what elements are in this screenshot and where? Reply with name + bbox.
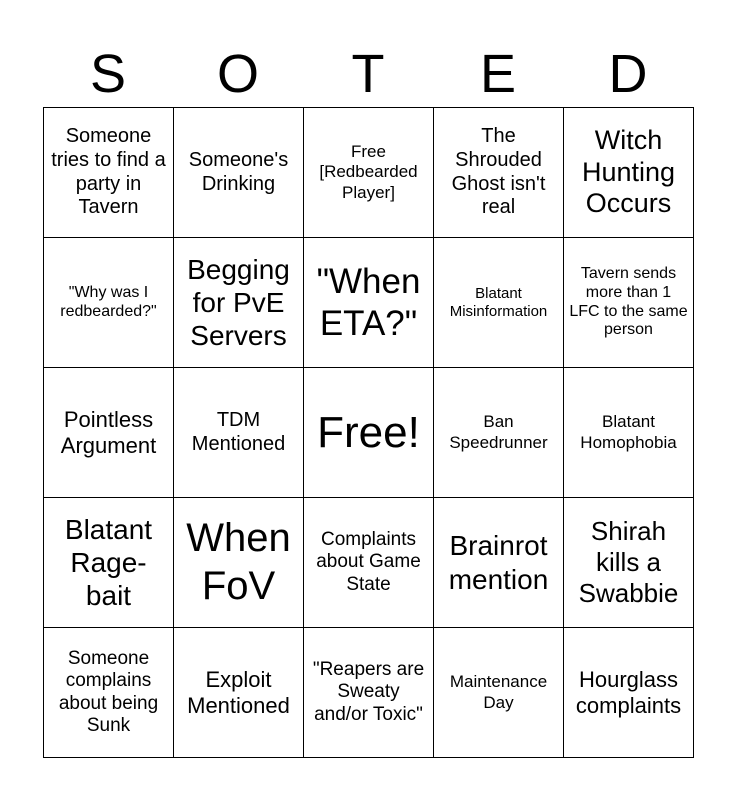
bingo-cell[interactable]: "When ETA?" [304, 238, 434, 368]
bingo-cell[interactable]: Free [Redbearded Player] [304, 108, 434, 238]
bingo-cell[interactable]: Ban Speedrunner [434, 368, 564, 498]
board-row-1 [44, 108, 694, 238]
bingo-cell[interactable]: Someone's Drinking [174, 108, 304, 238]
bingo-cell[interactable]: Blatant Homophobia [564, 368, 694, 498]
bingo-cell[interactable]: Hourglass complaints [564, 628, 694, 758]
bingo-cell[interactable]: "Why was I redbearded?" [44, 238, 174, 368]
header-letter-4: E [479, 44, 517, 104]
bingo-cell[interactable]: Blatant Misinformation [434, 238, 564, 368]
bingo-cell[interactable]: Tavern sends more than 1 LFC to the same person [564, 238, 694, 368]
bingo-cell[interactable]: Maintenance Day [434, 628, 564, 758]
header-letter-1: S [89, 44, 127, 104]
bingo-cell[interactable]: The Shrouded Ghost isn't real [434, 108, 564, 238]
bingo-cell[interactable]: Pointless Argument [44, 368, 174, 498]
board-row-2 [44, 238, 694, 368]
bingo-cell[interactable]: Exploit Mentioned [174, 628, 304, 758]
board-row-5 [44, 628, 694, 758]
board-row-4 [44, 498, 694, 628]
bingo-cell[interactable]: Blatant Rage-bait [44, 498, 174, 628]
bingo-cell[interactable]: "Reapers are Sweaty and/or Toxic" [304, 628, 434, 758]
bingo-cell[interactable]: When FoV [174, 498, 304, 628]
bingo-cell[interactable]: TDM Mentioned [174, 368, 304, 498]
header-letter-3: T [351, 44, 385, 104]
board-row-3 [44, 368, 694, 498]
header-letter-5: D [608, 44, 648, 104]
bingo-board [43, 107, 694, 758]
free-space-cell[interactable]: Free! [304, 368, 434, 498]
header-letter-2: O [216, 44, 259, 104]
bingo-cell[interactable]: Someone complains about being Sunk [44, 628, 174, 758]
bingo-cell[interactable]: Brainrot mention [434, 498, 564, 628]
bingo-cell[interactable]: Shirah kills a Swabbie [564, 498, 694, 628]
bingo-header [43, 40, 693, 108]
bingo-cell[interactable]: Complaints about Game State [304, 498, 434, 628]
bingo-cell[interactable]: Someone tries to find a party in Tavern [44, 108, 174, 238]
bingo-cell[interactable]: Begging for PvE Servers [174, 238, 304, 368]
bingo-cell[interactable]: Witch Hunting Occurs [564, 108, 694, 238]
